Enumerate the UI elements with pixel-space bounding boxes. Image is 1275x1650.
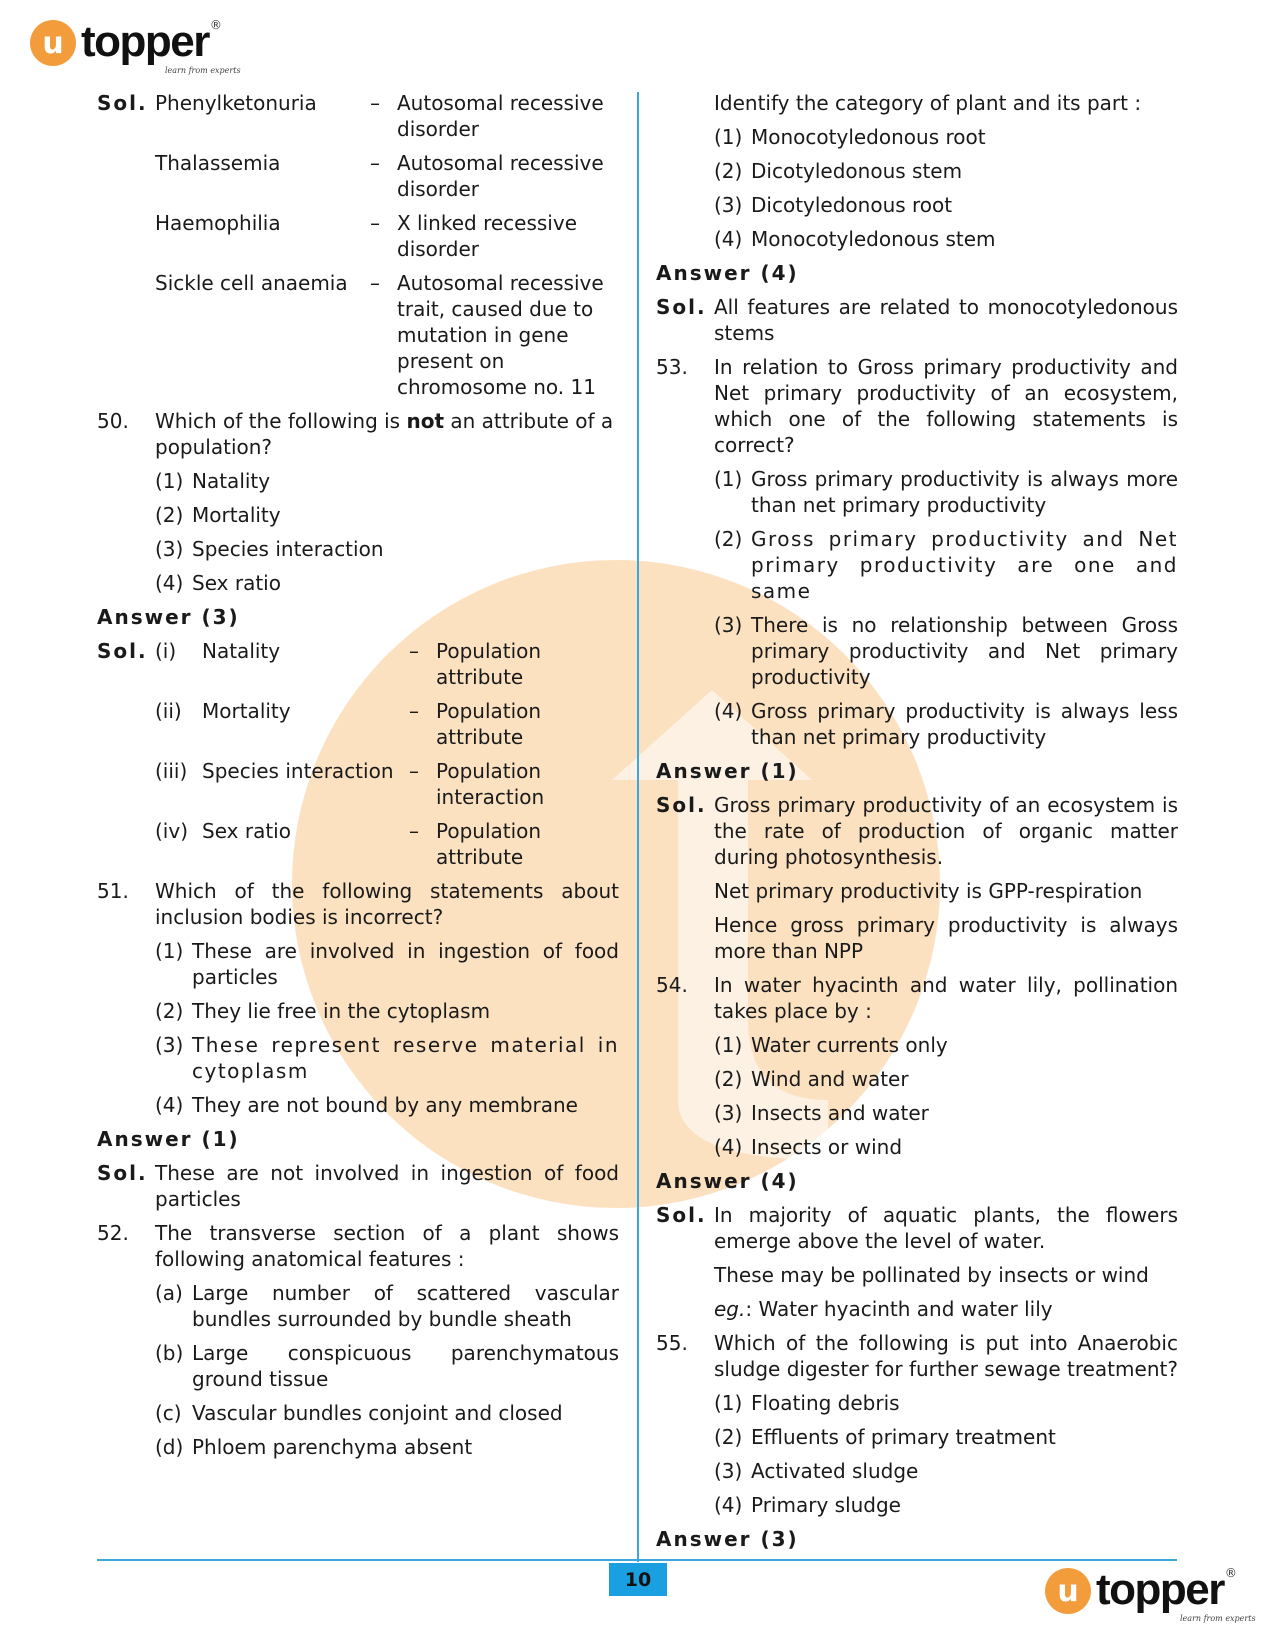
page-number: 10 (609, 1563, 667, 1596)
question-text: In water hyacinth and water lily, pollination takes place by : (714, 973, 1178, 1023)
answer-label: Answer (3) (656, 1527, 799, 1551)
option: (3) Species interaction (155, 537, 384, 561)
logo-registered: ® (209, 18, 222, 32)
question-text: Which of the following statements about inclusion bodies is incorrect? (155, 879, 619, 929)
sol-label: Sol. (97, 639, 148, 663)
option: (3) Dicotyledonous root (714, 193, 953, 217)
option: (1) Natality (155, 469, 271, 493)
option: (2) Dicotyledonous stem (714, 159, 963, 183)
option: (3) There is no relationship between Gross primary productivity and Net primary productivity (714, 613, 1178, 689)
question-53 (656, 354, 1178, 458)
option: (4) Primary sludge (714, 1493, 901, 1517)
solution-text: Net primary productivity is GPP-respiration (714, 879, 1143, 903)
footer-logo (1045, 1562, 1256, 1623)
disorder-row: Haemophilia – X linked recessive disorder (155, 211, 577, 261)
question-number: 50. (97, 409, 129, 433)
question-text: Which of the following is not an attribute of a population? (155, 409, 614, 459)
attribute-row: (iii) Species interaction – Population interaction (155, 759, 545, 809)
solution-text: Gross primary productivity of an ecosystem is the rate of production of organic matter during photosynthesis. (714, 793, 1178, 869)
question-51 (97, 878, 619, 930)
question-text: Identify the category of plant and its part : (714, 91, 1142, 115)
option: (3) These represent reserve material in cytoplasm (155, 1033, 619, 1083)
answer-label: Answer (4) (656, 261, 799, 285)
logo-u-icon: u (1045, 1568, 1091, 1614)
option: (2) Mortality (155, 503, 281, 527)
header-logo (30, 14, 241, 75)
option: (2) Effluents of primary treatment (714, 1425, 1056, 1449)
question-52 (97, 1220, 619, 1272)
question-number: 54. (656, 973, 688, 997)
question-number: 53. (656, 355, 688, 379)
solution-text: These may be pollinated by insects or wind (714, 1263, 1149, 1287)
question-number: 55. (656, 1331, 688, 1355)
disorder-row: Thalassemia – Autosomal recessive disorder (155, 151, 604, 201)
option: (2) Wind and water (714, 1067, 909, 1091)
option: (4) They are not bound by any membrane (155, 1093, 578, 1117)
attribute-row: (i) Natality – Population attribute (155, 639, 542, 689)
answer-label: Answer (1) (656, 759, 799, 783)
feature-item: (d) Phloem parenchyma absent (155, 1435, 473, 1459)
left-column (97, 90, 619, 1468)
option: (1) Floating debris (714, 1391, 900, 1415)
question-50 (97, 408, 619, 460)
option: (3) Insects and water (714, 1101, 929, 1125)
attribute-row: (ii) Mortality – Population attribute (155, 699, 542, 749)
option: (1) Water currents only (714, 1033, 948, 1057)
question-55 (656, 1330, 1178, 1382)
disorder-row: Phenylketonuria – Autosomal recessive disorder (155, 91, 604, 141)
option: (4) Monocotyledonous stem (714, 227, 996, 251)
logo-u-icon: u (30, 20, 76, 66)
disorder-row: Sickle cell anaemia – Autosomal recessive trait, caused due to mutation in gene present on chromosome no. 11 (155, 271, 604, 399)
sol-label: Sol. (97, 91, 148, 115)
column-divider (637, 92, 639, 1562)
solution-text: These are not involved in ingestion of food particles (155, 1161, 619, 1211)
option: (1) Gross primary productivity is always more than net primary productivity (714, 467, 1178, 517)
option: (4) Insects or wind (714, 1135, 903, 1159)
question-number: 51. (97, 879, 129, 903)
option: (2) They lie free in the cytoplasm (155, 999, 491, 1023)
sol-label: Sol. (656, 295, 707, 319)
sol-label: Sol. (656, 793, 707, 817)
logo-registered: ® (1224, 1566, 1237, 1580)
question-text: In relation to Gross primary productivity and Net primary productivity of an ecosystem, which one of the following statements is correct? (714, 355, 1178, 457)
answer-label: Answer (1) (97, 1127, 240, 1151)
right-column (656, 90, 1178, 1560)
option: (4) Sex ratio (155, 571, 281, 595)
attribute-table (155, 638, 619, 878)
logo-brand: topper (1096, 1565, 1224, 1614)
question-text: The transverse section of a plant shows following anatomical features : (155, 1221, 619, 1271)
option: (4) Gross primary productivity is always less than net primary productivity (714, 699, 1178, 749)
feature-item: (c) Vascular bundles conjoint and closed (155, 1401, 563, 1425)
option: (2) Gross primary productivity and Net primary productivity are one and same (714, 527, 1178, 603)
feature-item: (b) Large conspicuous parenchymatous ground tissue (155, 1341, 619, 1391)
sol-label: Sol. (97, 1161, 148, 1185)
footer-rule (97, 1559, 1177, 1561)
option: (1) These are involved in ingestion of food particles (155, 939, 619, 989)
option: (3) Activated sludge (714, 1459, 919, 1483)
solution-text: In majority of aquatic plants, the flowers emerge above the level of water. (714, 1203, 1178, 1253)
sol-label: Sol. (656, 1203, 707, 1227)
answer-label: Answer (3) (97, 605, 240, 629)
option: (1) Monocotyledonous root (714, 125, 986, 149)
question-number: 52. (97, 1221, 129, 1245)
solution-text: Hence gross primary productivity is always more than NPP (714, 913, 1178, 963)
example-text: eg.: Water hyacinth and water lily (714, 1297, 1053, 1321)
answer-label: Answer (4) (656, 1169, 799, 1193)
disorder-table (155, 90, 619, 408)
logo-tagline: learn from experts (165, 66, 241, 75)
attribute-row: (iv) Sex ratio – Population attribute (155, 819, 542, 869)
logo-tagline: learn from experts (1180, 1614, 1256, 1623)
question-text: Which of the following is put into Anaerobic sludge digester for further sewage treatment? (714, 1331, 1178, 1381)
feature-item: (a) Large number of scattered vascular bundles surrounded by bundle sheath (155, 1281, 619, 1331)
question-54 (656, 972, 1178, 1024)
logo-brand: topper (81, 17, 209, 66)
solution-text: All features are related to monocotyledonous stems (714, 295, 1178, 345)
